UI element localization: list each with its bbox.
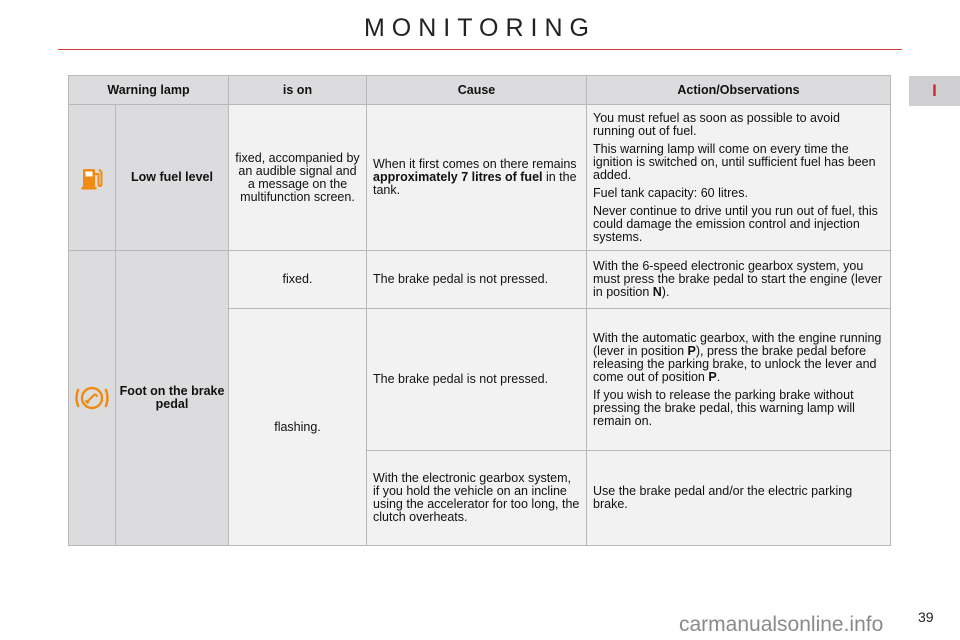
cause-low-fuel: When it first comes on there remains approximately 7 litres of fuel in the tank. [366, 104, 586, 250]
header-warning-lamp: Warning lamp [69, 76, 228, 104]
is-on-fixed: fixed. [228, 250, 366, 308]
lamp-name-low-fuel: Low fuel level [115, 104, 228, 250]
header-is-on: is on [228, 76, 366, 104]
is-on-flashing: flashing. [228, 308, 366, 545]
lamp-name-brake-pedal: Foot on the brake pedal [115, 250, 228, 545]
page-number: 39 [918, 609, 934, 625]
warning-lamp-table [68, 75, 891, 546]
is-on-low-fuel: fixed, accompanied by an audible signal and a message on the multifunction screen. [228, 104, 366, 250]
action-electronic-gearbox: With the 6-speed electronic gearbox system, you must press the brake pedal to start the engine (lever in position N). [586, 250, 890, 308]
lamp-icon-cell [69, 250, 115, 545]
header-cause: Cause [366, 76, 586, 104]
action-text: This warning lamp will come on every time the ignition is switched on, until sufficient fuel has been added. [593, 141, 876, 182]
brake-pedal-icon [73, 383, 111, 413]
header-action: Action/Observations [586, 76, 890, 104]
cause-brake-not-pressed: The brake pedal is not pressed. [366, 308, 586, 450]
page-title: MONITORING [363, 14, 597, 42]
action-automatic-gearbox: With the automatic gearbox, with the engine running (lever in position P), press the brake pedal before releasing the parking brake, to unlock the lever and come out of position P. If you wish to release the parking brake without pressing the brake pedal, this warning lamp will remain on. [586, 308, 890, 450]
watermark: carmanualsonline.info [679, 613, 884, 636]
section-tab[interactable]: I [909, 76, 960, 106]
action-text: Fuel tank capacity: 60 litres. [593, 185, 748, 200]
action-text: You must refuel as soon as possible to avoid running out of fuel. [593, 110, 840, 138]
action-text: If you wish to release the parking brake without pressing the brake pedal, this warning lamp will remain on. [593, 387, 855, 428]
lamp-icon-cell [69, 104, 115, 250]
fuel-pump-icon [80, 165, 104, 191]
title-divider [58, 49, 902, 50]
cause-clutch-overheat: With the electronic gearbox system, if you hold the vehicle on an incline using the accelerator for too long, the clutch overheats. [366, 450, 586, 545]
action-low-fuel [586, 104, 890, 250]
action-text: Never continue to drive until you run out of fuel, this could damage the emission control and injection systems. [593, 203, 878, 244]
cause-brake-not-pressed: The brake pedal is not pressed. [366, 250, 586, 308]
action-use-brake: Use the brake pedal and/or the electric parking brake. [586, 450, 890, 545]
